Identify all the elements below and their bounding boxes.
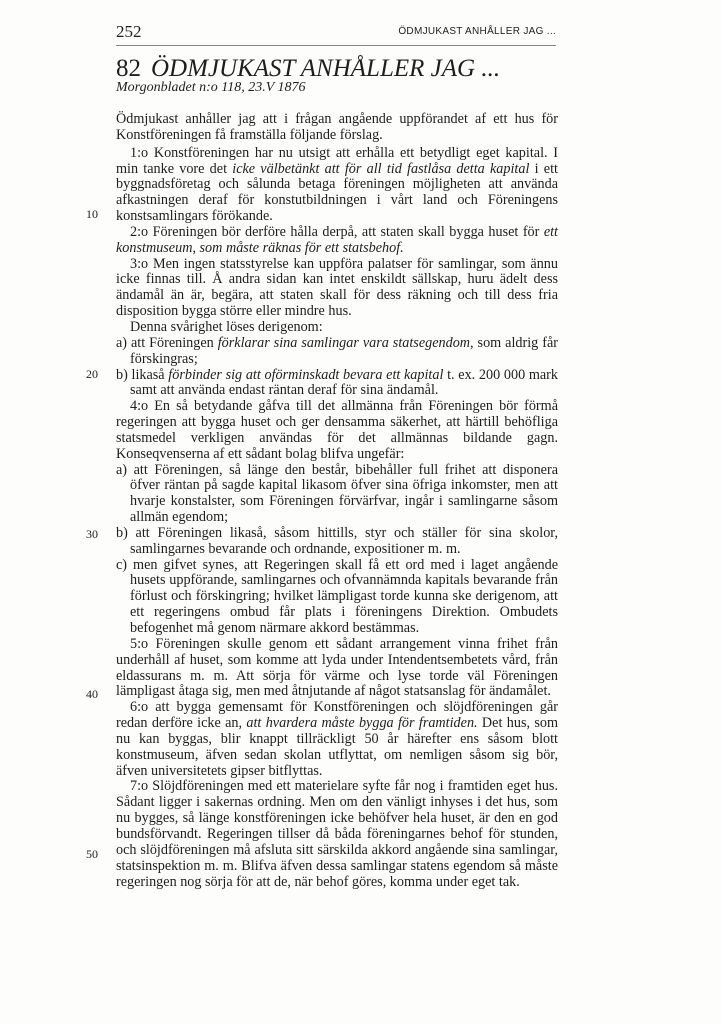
text-run: Denna svårighet löses derigenom: (130, 318, 323, 335)
text-run: t. ex. 200 000 mark samt att använda endast räntan deraf för sina ändamål. (130, 366, 558, 399)
source-citation: Morgonbladet n:o 118, 23.V 1876 (116, 80, 306, 95)
paragraph (116, 225, 558, 257)
paragraph (116, 399, 558, 462)
italic-run: icke välbetänkt att för all tid fastlåsa detta kapital (232, 160, 530, 177)
text-run: 1:o Konstföreningen har nu utsigt att erhålla ett betydligt eget kapital. I min tanke vore det (116, 144, 558, 177)
text-run: i ett byggnadsföretag och sålunda betaga föreningen möjligheten att använda afkastningen deraf för konstutbildningen i vårt land och Föreningens konstsamlingars förökande. (116, 160, 558, 225)
text-run: a) att Föreningen (116, 334, 218, 351)
line-number: 10 (86, 207, 98, 221)
text-run: b) likaså (116, 366, 169, 383)
text-run: 6:o att bygga gemensamt för Konstföreningen och slöjdföreningen går redan derföre icke an, (116, 699, 558, 732)
text-run: Ödmjukast anhåller jag att i frågan angående uppförandet af ett hus för Konstföreningen få framställa följande förslag. (116, 111, 558, 143)
paragraph (116, 336, 558, 368)
text-run: c) men gifvet synes, att Regeringen skall få ett ord med i laget angående husets uppförande, samlingarnes och ofvannämnda kapitals bevarande från förlust och förskingring; hvilket lämpligast torde kunna ske derigenom, att ett regeringens ombud får plats i föreningens Direktion. Ombudets befogenhet må genom närmare akkord bestämmas. (116, 556, 558, 636)
body-text (116, 112, 558, 890)
paragraph (116, 526, 558, 558)
italic-run: förbinder sig att oförminskadt bevara ett kapital (168, 366, 444, 383)
paragraph (116, 779, 558, 890)
text-run: 5:o Föreningen skulle genom ett sådant arrangement vinna frihet från underhåll af huset, som komme att lyda under Intendentsembetets vård, från eldassurans m. m. Att sörja för värme och lyse torde väl Föreningen lämpligast åtaga sig, men med åtnjutande af något statsanslag för ändamålet. (116, 635, 558, 700)
paragraph (116, 700, 558, 779)
line-number: 40 (86, 687, 98, 701)
line-number: 50 (86, 847, 98, 861)
page-header (116, 20, 556, 46)
paragraph (116, 368, 558, 400)
paragraph (116, 463, 558, 526)
line-number: 30 (86, 527, 98, 541)
text-run: 7:o Slöjdföreningen med ett materielare syfte får nog i framtiden eget hus. Sådant ligger i sakernas ordning. Men om den vänligt inhyses i det hus, som nu bygges, så länge konstföreningen icke behöfver hela huset, är den en god bundsförvandt. Regeringen tillser då båda föreningarnes behof för stunden, och slöjdföreningen må afsluta sitt särskilda akkord angående sina samlingar, statsinspektion m. m. Blifva äfven dessa samlingar statens egendom så måste regeringen nog sörja för att de, när behof göres, komma under eget tak. (116, 778, 558, 890)
paragraph (116, 320, 558, 336)
chapter-heading (116, 55, 576, 83)
text-run: a) att Föreningen, så länge den består, bibehåller full frihet att disponera öfver räntan på sagde kapital likasom öfver sina öfriga inkomster, men att hvarje konstalster, som Föreningen förvärfvar, ingår i samlingarne såsom allmän egendom; (116, 461, 558, 526)
text-run: 4:o En så betydande gåfva till det allmänna från Föreningen bör förmå regeringen att bygga huset och ger densamma säkerhet, att härtill behöfliga statsmedel verkligen användas för det allmännas bildande gagn. Konseqvenserna af ett sådant bolag blifva ungefär: (116, 398, 558, 462)
paragraph (116, 637, 558, 700)
italic-run: att hvardera måste bygga för framtiden. (246, 715, 478, 732)
paragraph (116, 146, 558, 225)
text-run: 3:o Men ingen statsstyrelse kan uppföra palatser för samlingar, som ännu icke finnas till. Å andra sidan kan intet enskildt sällskap, huru ädelt dess ändamål än är, begära, att staten skall för dess räkning och till dess fria disposition bygga större eller mindre hus. (116, 255, 558, 320)
italic-run: ett konstmuseum, som måste räknas för ett statsbehof. (116, 223, 558, 256)
chapter-number: 82 (116, 55, 141, 82)
line-number: 20 (86, 367, 98, 381)
paragraph (116, 112, 558, 144)
chapter-title: ÖDMJUKAST ANHÅLLER JAG ... (151, 55, 501, 82)
page-number: 252 (116, 22, 142, 41)
text-run: 2:o Föreningen bör derföre hålla derpå, att staten skall bygga huset för (130, 223, 544, 240)
text-run: b) att Föreningen likaså, såsom hittills, styr och ställer för sina skolor, samlingarnes bevarande och ordnande, expositioner m. m. (116, 524, 558, 557)
text-run: Det hus, som nu kan byggas, blir knappt tillräckligt 50 år härefter ens såsom blott konstmuseum, äfven sedan skolan utflyttat, om nemligen såsom sig bör, äfven universitetets gipser bitflyttas. (116, 715, 559, 779)
header-rule (116, 45, 556, 46)
text-run: som aldrig får förskingras; (130, 334, 558, 367)
paragraph (116, 558, 558, 637)
running-title: ÖDMJUKAST ANHÅLLER JAG ... (398, 26, 556, 37)
italic-run: förklarar sina samlingar vara statsegendom, (217, 334, 474, 351)
paragraph (116, 257, 558, 320)
